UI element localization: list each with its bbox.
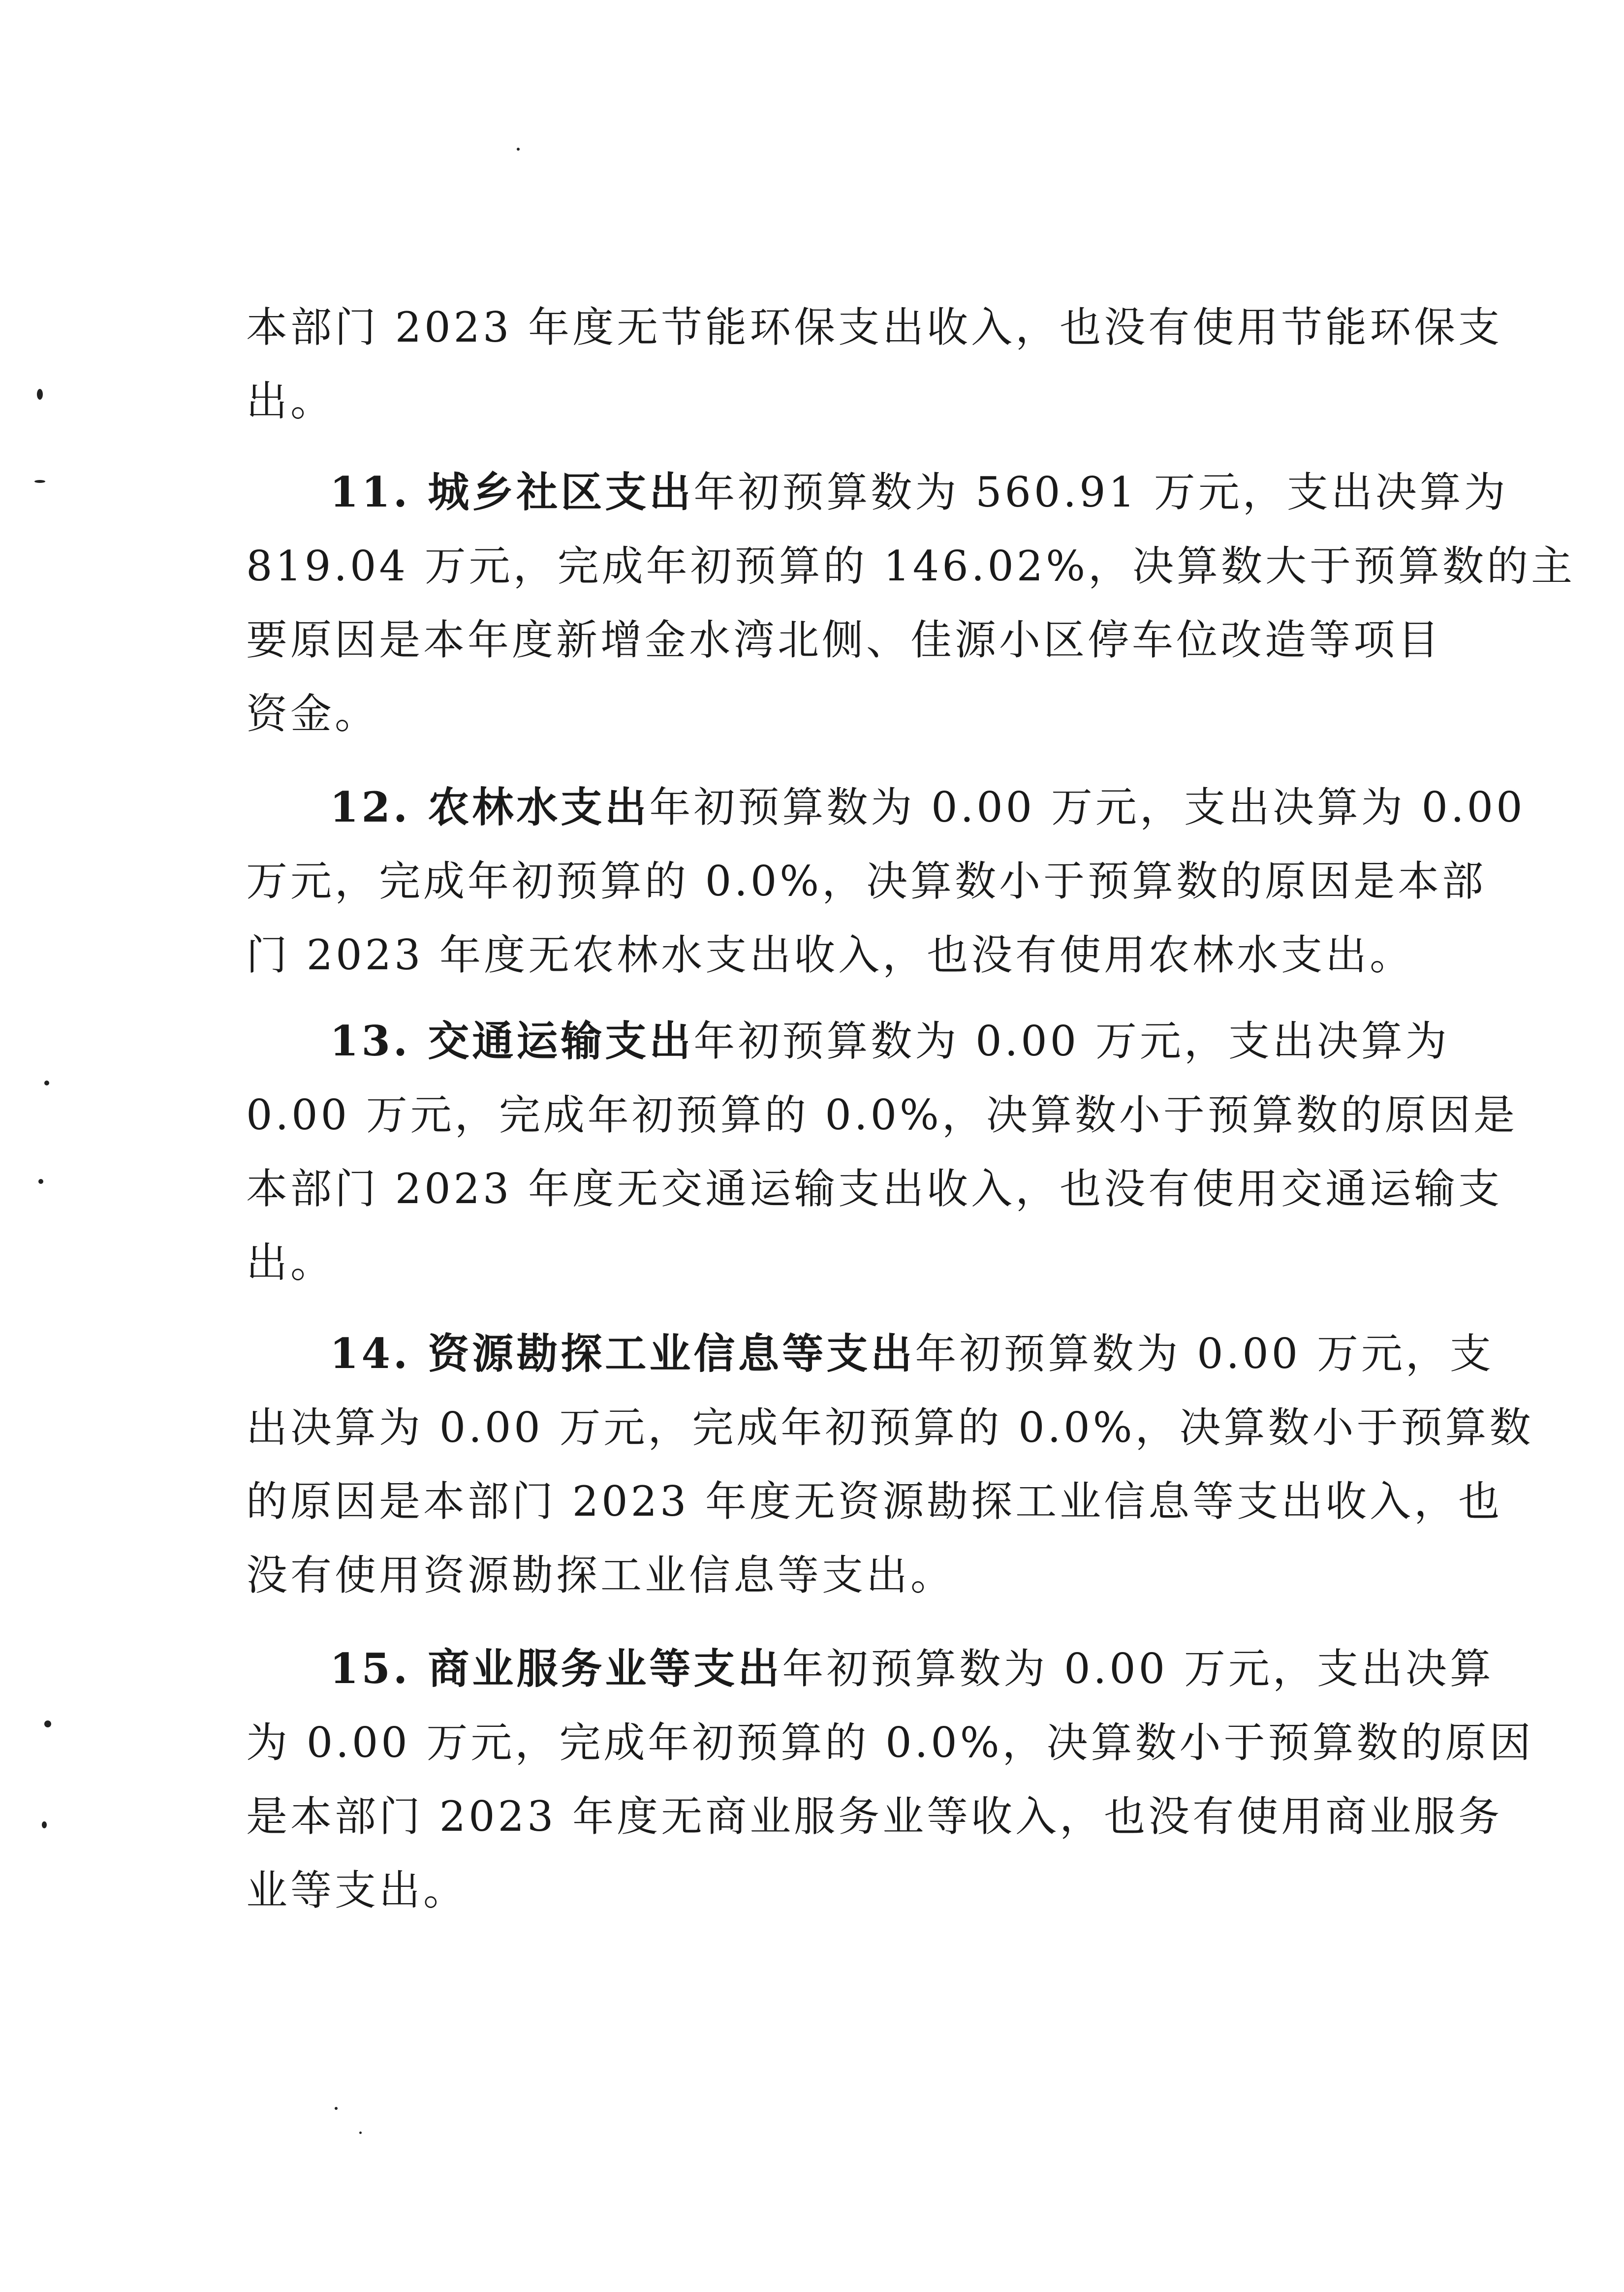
paragraph-15-first-line xyxy=(330,1644,1494,1693)
text-span: 年初预算数为 0.00 万元，支出决算 xyxy=(782,1645,1494,1693)
text-line: 819.04 万元，完成年初预算的 146.02%，决算数大于预算数的主 xyxy=(246,542,1576,590)
text-span: 年初预算数为 0.00 万元，支 xyxy=(915,1330,1494,1378)
text-line: 0.00 万元，完成年初预算的 0.0%，决算数小于预算数的原因是 xyxy=(246,1091,1518,1139)
text-span: 年初预算数为 560.91 万元，支出决算为 xyxy=(693,468,1508,516)
scan-speck xyxy=(359,2132,362,2134)
section-heading-11: 11. 城乡社区支出 xyxy=(330,468,694,516)
paragraph-12-first-line xyxy=(330,783,1526,832)
text-line: 出。 xyxy=(246,377,335,425)
scan-speck xyxy=(44,1081,49,1085)
scan-speck xyxy=(44,1720,51,1727)
section-heading-13: 13. 交通运输支出 xyxy=(330,1017,694,1065)
text-line: 要原因是本年度新增金水湾北侧、佳源小区停车位改造等项目 xyxy=(246,616,1442,664)
paragraph-11-first-line xyxy=(330,468,1508,517)
scan-speck xyxy=(34,480,45,483)
scan-speck xyxy=(38,1179,43,1184)
text-line: 的原因是本部门 2023 年度无资源勘探工业信息等支出收入，也 xyxy=(246,1477,1503,1526)
scan-speck xyxy=(335,2107,338,2110)
text-span: 年初预算数为 0.00 万元，支出决算为 0.00 xyxy=(649,783,1526,831)
text-line: 为 0.00 万元，完成年初预算的 0.0%，决算数小于预算数的原因 xyxy=(246,1719,1534,1767)
section-heading-15: 15. 商业服务业等支出 xyxy=(330,1644,782,1693)
text-line: 出决算为 0.00 万元，完成年初预算的 0.0%，决算数小于预算数 xyxy=(246,1403,1534,1452)
text-line: 资金。 xyxy=(246,690,379,738)
text-line: 是本部门 2023 年度无商业服务业等收入，也没有使用商业服务 xyxy=(246,1792,1503,1841)
text-line: 本部门 2023 年度无节能环保支出收入，也没有使用节能环保支 xyxy=(246,303,1503,351)
text-line: 万元，完成年初预算的 0.0%，决算数小于预算数的原因是本部 xyxy=(246,857,1487,905)
text-line: 门 2023 年度无农林水支出收入，也没有使用农林水支出。 xyxy=(246,931,1414,979)
paragraph-13-first-line xyxy=(330,1017,1450,1066)
paragraph-14-first-line xyxy=(330,1329,1494,1378)
text-span: 年初预算数为 0.00 万元，支出决算为 xyxy=(693,1017,1450,1065)
scan-speck xyxy=(42,1821,47,1828)
text-line: 业等支出。 xyxy=(246,1866,468,1914)
text-line: 本部门 2023 年度无交通运输支出收入，也没有使用交通运输支 xyxy=(246,1165,1503,1213)
scan-speck xyxy=(37,389,43,400)
text-line: 没有使用资源勘探工业信息等支出。 xyxy=(246,1551,955,1599)
scan-speck xyxy=(517,148,520,151)
text-line: 出。 xyxy=(246,1239,335,1287)
section-heading-12: 12. 农林水支出 xyxy=(330,783,650,831)
section-heading-14: 14. 资源勘探工业信息等支出 xyxy=(330,1329,915,1378)
